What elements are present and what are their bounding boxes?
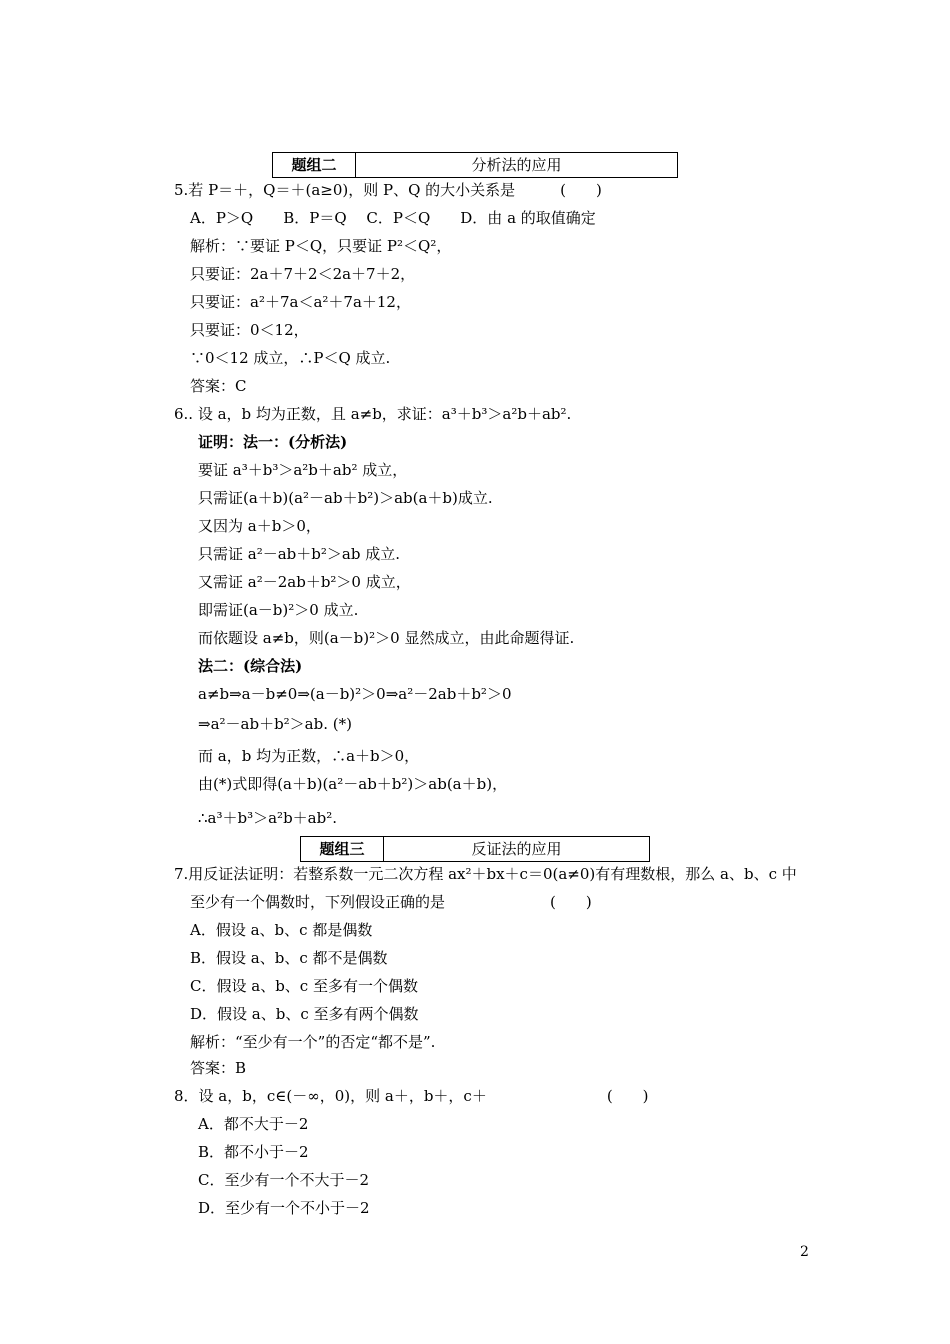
- q8-stem: 8．设 a，b，c∈(－∞，0)，则 a＋，b＋，c＋ ( ): [174, 1087, 649, 1105]
- q6-proof-line-4: 只需证 a²－ab＋b²＞ab 成立.: [198, 545, 400, 563]
- q5-step-4: ∵0＜12 成立，∴P＜Q 成立.: [190, 349, 391, 367]
- q8-option-a: A．都不大于－2: [198, 1115, 309, 1133]
- group-header-3: [300, 836, 650, 862]
- group-header-3-label: 题组三: [301, 837, 384, 861]
- q5-stem: 5.若 P＝＋，Q＝＋(a≥0)，则 P、Q 的大小关系是 ( ): [174, 181, 602, 199]
- group-header-2-title: 分析法的应用: [471, 156, 562, 174]
- q5-analysis: 解析：∵要证 P＜Q，只要证 P²＜Q²，: [190, 237, 452, 255]
- q5-step-3: 只要证：0＜12，: [190, 321, 309, 339]
- q6-proof-line-2: 只需证(a＋b)(a²－ab＋b²)＞ab(a＋b)成立.: [198, 489, 493, 507]
- q5-step-1: 只要证：2a＋7＋2＜2a＋7＋2，: [190, 265, 416, 283]
- q7-answer: 答案：B: [190, 1059, 247, 1077]
- group-header-2: [272, 152, 678, 178]
- q8-option-d: D．至少有一个不小于－2: [198, 1199, 370, 1217]
- q6-proof-line-7: 而依题设 a≠b，则(a－b)²＞0 显然成立，由此命题得证.: [198, 629, 575, 647]
- q6-proof-line-5: 又需证 a²－2ab＋b²＞0 成立，: [198, 573, 411, 591]
- q7-option-b: B．假设 a、b、c 都不是偶数: [190, 949, 388, 967]
- q6-proof-line-6: 即需证(a－b)²＞0 成立.: [198, 601, 359, 619]
- q7-analysis: 解析：“至少有一个”的否定“都不是”.: [190, 1033, 436, 1051]
- q6-proof-method-2: 法二：(综合法): [198, 657, 303, 675]
- q8-option-b: B．都不小于－2: [198, 1143, 309, 1161]
- q6-proof-line-8: a≠b⇒a－b≠0⇒(a－b)²＞0⇒a²－2ab＋b²＞0: [198, 685, 512, 703]
- q6-proof-line-3: 又因为 a＋b＞0，: [198, 517, 321, 535]
- page-number: 2: [800, 1244, 809, 1260]
- q6-proof-line-1: 要证 a³＋b³＞a²b＋ab² 成立，: [198, 461, 408, 479]
- q6-proof-method-1: 证明：法一：(分析法): [198, 433, 348, 451]
- q5-step-2: 只要证：a²＋7a＜a²＋7a＋12，: [190, 293, 411, 311]
- q5-options: A．P＞Q B．P＝Q C．P＜Q D．由 a 的取值确定: [190, 209, 596, 227]
- q7-option-d: D．假设 a、b、c 至多有两个偶数: [190, 1005, 419, 1023]
- q7-option-a: A．假设 a、b、c 都是偶数: [190, 921, 373, 939]
- q6-proof-line-12: ∴a³＋b³＞a²b＋ab².: [198, 809, 337, 827]
- q8-option-c: C．至少有一个不大于－2: [198, 1171, 370, 1189]
- q7-stem-2: 至少有一个偶数时，下列假设正确的是 ( ): [190, 893, 592, 911]
- q6-stem: 6.. 设 a，b 均为正数，且 a≠b，求证：a³＋b³＞a²b＋ab².: [174, 405, 572, 423]
- q6-proof-line-9: ⇒a²－ab＋b²＞ab. (*): [198, 715, 352, 733]
- q5-answer: 答案：C: [190, 377, 247, 395]
- q6-proof-line-11: 由(*)式即得(a＋b)(a²－ab＋b²)＞ab(a＋b)，: [198, 775, 508, 793]
- q6-proof-line-10: 而 a，b 均为正数，∴a＋b＞0，: [198, 747, 420, 765]
- q7-stem-1: 7.用反证法证明：若整系数一元二次方程 ax²＋bx＋c＝0(a≠0)有有理数根，那么 a、b、c 中: [174, 865, 797, 883]
- group-header-2-label: 题组二: [273, 153, 356, 177]
- q7-option-c: C．假设 a、b、c 至多有一个偶数: [190, 977, 418, 995]
- group-header-3-title: 反证法的应用: [471, 840, 562, 858]
